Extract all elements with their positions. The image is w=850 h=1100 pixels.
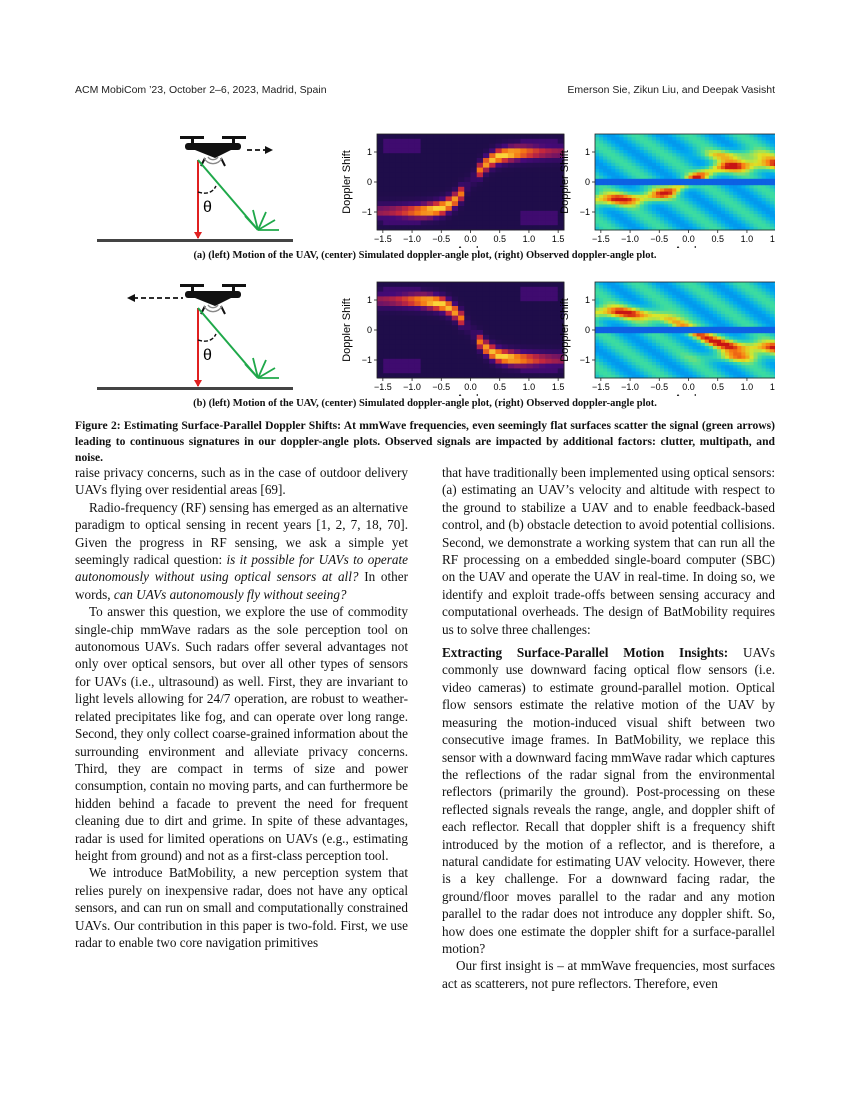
drone-icon <box>180 284 246 314</box>
y-tick-label: −1 <box>361 355 372 365</box>
theta-label: θ <box>203 347 212 364</box>
x-tick-label: −0.5 <box>432 382 451 392</box>
x-axis-label <box>456 393 484 396</box>
y-tick-label: 0 <box>584 325 590 335</box>
paragraph: Radio-frequency (RF) sensing has emerged as an alternative paradigm to optical sensing in recent years [1, 2, 7, 18, 70]. Given the progress in RF sensing, we ask a simple yet seemingly radical question: is it possible for UAVs to operate autonomously without using optical sensors at all? In other words, can UAVs autonomously fly without seeing? <box>75 499 409 602</box>
y-tick-label: 1 <box>584 147 590 157</box>
paragraph: Our first insight is – at mmWave frequencies, most surfaces act as scatterers, not pure reflectors. Therefore, even <box>442 958 775 991</box>
figure-row-b <box>75 278 775 396</box>
heatmap-cells <box>595 282 775 378</box>
x-tick-label: −1.0 <box>621 382 639 392</box>
y-tick-label: 0 <box>366 325 372 335</box>
ground-line <box>97 387 293 390</box>
x-tick-label: −1.5 <box>373 382 392 392</box>
x-tick-label: 1 <box>769 382 775 392</box>
y-tick-label: 0 <box>366 177 372 187</box>
x-tick-label: −0.5 <box>650 382 669 392</box>
x-axis-label <box>456 245 484 248</box>
y-tick-label: −1 <box>361 207 372 217</box>
drone-icon <box>180 136 246 166</box>
x-tick-label: −0.5 <box>650 234 669 244</box>
x-tick-label: 1.5 <box>551 382 565 392</box>
x-tick-label: −1.5 <box>373 234 392 244</box>
x-tick-label: 0.5 <box>711 382 724 392</box>
y-tick-label: −1 <box>579 207 590 217</box>
x-tick-label: 1.0 <box>522 382 536 392</box>
heatmap-a-simulated <box>341 134 564 248</box>
y-axis-label: Doppler Shift <box>341 150 353 214</box>
down-arrow-icon <box>194 380 202 387</box>
x-tick-label: 0.5 <box>711 234 724 244</box>
running-header-venue: ACM MobiCom ’23, October 2–6, 2023, Madrid, Spain <box>75 84 327 96</box>
radar-waves-icon <box>204 157 222 164</box>
figure-row-b-graphics <box>75 278 775 396</box>
running-header-authors: Emerson Sie, Zikun Liu, and Deepak Vasisht <box>567 84 775 96</box>
uav-diagram-a <box>97 136 293 242</box>
y-tick-label: −1 <box>579 355 590 365</box>
y-tick-label: 1 <box>366 295 372 305</box>
body-column-left <box>75 464 408 951</box>
paragraph: Extracting Surface-Parallel Motion Insights: UAVs commonly use downward facing optical flow sensors (i.e. video cameras) to estimate ground-parallel motion. Optical flow sensors estimate the relative motion of the UAV by measuring the motion-induced visual shift between two consecutive image frames. In BatMobility, we replace this sensor with a downward facing mmWave radar which captures the reflections of the radar signal from the environmental reflectors (primarily the ground). Post-processing on these reflected signals reveals the range, angle, and doppler shift of each reflector. Recall that doppler shift is a frequency shift introduced by the motion of a reflector, and is therefore, a natural candidate for estimating UAV velocity. However, there is a key challenge. For a downward facing radar, the ground/floor moves parallel to the radar and any motion parallel to the radar does not introduce any doppler shift. So, how does one estimate the doppler shift for a surface-parallel motion? <box>442 645 775 956</box>
down-arrow-icon <box>194 232 202 239</box>
heatmap-cells <box>377 134 564 230</box>
x-tick-label: 0.5 <box>493 234 506 244</box>
subcaption-a: (a) (left) Motion of the UAV, (center) Simulated doppler-angle plot, (right) Observed doppler-angle plot. <box>193 250 657 261</box>
x-tick-label: −1.5 <box>591 234 610 244</box>
x-tick-label: 1.0 <box>740 234 754 244</box>
radar-waves-icon <box>204 305 222 312</box>
paragraph: raise privacy concerns, such as in the case of outdoor delivery UAVs flying over residential areas [69]. <box>75 465 408 498</box>
x-tick-label: 0.0 <box>682 382 695 392</box>
x-tick-label: −0.5 <box>432 234 451 244</box>
figure-caption: Figure 2: Estimating Surface-Parallel Doppler Shifts: At mmWave frequencies, even seemingly flat surfaces scatter the signal (green arrows) leading to continuous signatures in our doppler-angle plots. Observed signals are impacted by additional factors: clutter, multipath, and noise. <box>75 419 775 464</box>
x-tick-label: 1.0 <box>522 234 536 244</box>
x-tick-label: 0.0 <box>464 234 477 244</box>
body-column-right <box>442 464 775 992</box>
paragraph: that have traditionally been implemented using optical sensors: (a) estimating an UAV’s velocity and altitude with respect to the ground to stabilize a UAV and to enable feedback-based control, and (b) obstacle detection to avoid potential collisions. Second, we demonstrate a working system that can run all the RF processing on a embedded single-board computer (SBC) on the UAV and operate the UAV in real-time. In doing so, we identify and exploit trade-offs between sensing accuracy and computational overheads. The design of BatMobility requires us to solve three challenges: <box>442 465 775 637</box>
motion-arrow-right-icon <box>265 146 273 154</box>
paragraph: We introduce BatMobility, a new perception system that relies purely on inexpensive radar, does not have any optical sensors, and can run on small and computationally constrained UAVs. Our contribution in this paper is two-fold. First, we use radar to enable two core navigation primitives <box>75 865 408 950</box>
y-axis-label: Doppler Shift <box>559 150 571 214</box>
x-tick-label: 1.5 <box>551 234 565 244</box>
x-tick-label: 1.0 <box>740 382 754 392</box>
x-tick-label: 0.0 <box>682 234 695 244</box>
y-tick-label: 1 <box>584 295 590 305</box>
x-axis-label <box>674 393 702 396</box>
y-tick-label: 1 <box>366 147 372 157</box>
heatmap-a-observed <box>559 134 775 248</box>
y-axis-label: Doppler Shift <box>559 298 571 362</box>
theta-label: θ <box>203 199 212 216</box>
paragraph: To answer this question, we explore the use of commodity single-chip mmWave radars as the sole perception tool on autonomous UAVs. Such radars offer several advantages not only over optical sensors, but over all other types of sensors for UAVs (i.e., ultrasound) as well. First, they are invariant to light levels allowing for 24/7 operation, are robust to weather-related precipitates like fog, and can operate over long range. Second, they only collect coarse-grained information about the surrounding environment and alleviate privacy concerns. Third, they are compact in terms of size and power consumption, contain no moving parts, and can furthermore be hidden behind a facade to prevent the need for frequent cleaning due to dirt and grime. In spite of these advantages, radar is used for limited operations on UAVs (e.g., estimating height from ground) and not as a first-class perception tool. <box>75 604 408 863</box>
ground-line <box>97 239 293 242</box>
y-axis-label: Doppler Shift <box>341 298 353 362</box>
section-lead: Extracting Surface-Parallel Motion Insights: <box>442 645 729 661</box>
x-axis-label <box>674 245 702 248</box>
subcaption-b: (b) (left) Motion of the UAV, (center) Simulated doppler-angle plot, (right) Observed doppler-angle plot. <box>193 398 657 409</box>
uav-diagram-b <box>97 284 293 390</box>
figure-row-a <box>75 130 775 248</box>
x-tick-label: −1.5 <box>591 382 610 392</box>
motion-arrow-left-icon <box>127 294 135 302</box>
x-tick-label: −1.0 <box>403 234 421 244</box>
heatmap-b-simulated <box>341 282 564 396</box>
x-tick-label: −1.0 <box>621 234 639 244</box>
heatmap-b-observed <box>559 282 775 396</box>
heatmap-cells <box>595 134 775 230</box>
x-tick-label: 0.0 <box>464 382 477 392</box>
x-tick-label: 1 <box>769 234 775 244</box>
x-tick-label: −1.0 <box>403 382 421 392</box>
y-tick-label: 0 <box>584 177 590 187</box>
heatmap-cells <box>377 282 564 378</box>
figure-row-a-graphics <box>75 130 775 248</box>
x-tick-label: 0.5 <box>493 382 506 392</box>
